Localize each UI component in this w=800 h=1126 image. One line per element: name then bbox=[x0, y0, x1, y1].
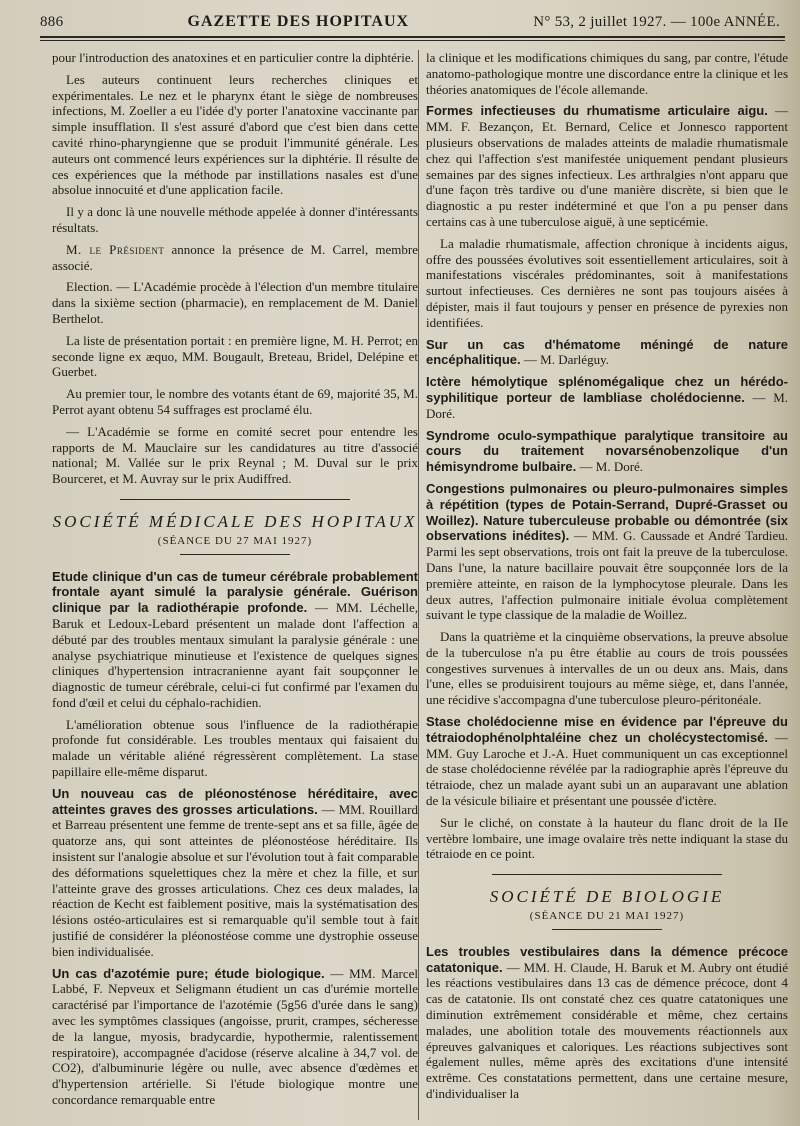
left-column bbox=[52, 50, 418, 1120]
article-heading: Un nouveau cas de pléonosténose héréditaire, avec atteintes graves des grosses articulations. bbox=[52, 785, 418, 817]
article bbox=[426, 337, 788, 369]
section-title: SOCIÉTÉ DE BIOLOGIE bbox=[489, 887, 725, 907]
paragraph: La maladie rhumatismale, affection chronique à incidents aigus, offre des poussées évolutives soit essentiellement articulaires, soit à manifestations viscérales prédominantes, soit à manifestations surtout infectieuses. Ces dernières ne sont pas toujours aisées à dépister, mais il faut toujours y penser en présence de pyrexies non identifiées. bbox=[426, 235, 788, 330]
section-title: SOCIÉTÉ MÉDICALE DES HOPITAUX bbox=[52, 511, 418, 531]
article-authors: — MM. G. Caussade et André Tardieu. bbox=[569, 528, 788, 544]
paragraph: Il y a donc là une nouvelle méthode appelée à donner d'intéressants résultats. bbox=[52, 204, 418, 235]
article-heading: Congestions pulmonaires ou pleuro-pulmonaires simples à répétition (types de Potain-Serrand, Dupré-Grasset ou Woillez). Nature tuberculeuse probable ou démontrée (six observations inédites). bbox=[426, 480, 788, 544]
page-header bbox=[40, 10, 780, 34]
president-name: M. le Président bbox=[66, 241, 165, 257]
article bbox=[426, 714, 788, 809]
article-text: communiquent un cas exceptionnel de stase cholédocienne révélée par la radiographie après l'épreuve du tétraiode, chez un malade ayant subi un an auparavant une ablation de la vésicule biliaire et présentant une poussée d'ictère. bbox=[426, 745, 788, 809]
paragraph bbox=[52, 242, 418, 274]
article-heading: Un cas d'azotémie pure; étude biologique. bbox=[52, 965, 325, 981]
header-rule-thin bbox=[40, 40, 785, 41]
article-text: présentent un malade dont l'affection a débuté par des troubles mentaux simulant la paralysie générale : une analyse psychiatrique minutieuse et l'existence de quelques signes cliniques d'hypertension intracranienne ayant fait soupçonner le diagnostic de tumeur cérébrale, celui-ci fut confirmé par l'examen du fond d'œil et celui du céphalo-rachidien. bbox=[52, 615, 418, 710]
paragraph: Au premier tour, le nombre des votants étant de 69, majorité 35, M. Perrot ayant obtenu 54 suffrages est proclamé élu. bbox=[52, 386, 418, 417]
article-heading: Syndrome oculo-sympathique paralytique transitoire au cours du traitement novarsénobenzolique d'un hémisyndrome bulbaire. bbox=[426, 427, 788, 475]
article bbox=[426, 481, 788, 623]
article-authors: — MM. F. Bezançon, Et. Bernard, Celice et Jonnesco bbox=[426, 103, 788, 135]
page-number: 886 bbox=[40, 13, 64, 30]
paragraph: — L'Académie se forme en comité secret pour entendre les rapports de M. Mauclaire sur les candidatures au titre d'associé national; M. Vallée sur le prix Reynal ; M. Duval sur le prix Bourceret, et M. Auvray sur le prix Audiffred. bbox=[52, 423, 418, 487]
paragraph: Dans la quatrième et la cinquième observations, la preuve absolue de la tuberculose n'a pu être établie au cours de trois poussées congestives survenues à intervalles de un ou deux ans. Mais, dans l'une, elles se produisirent toujours au même siège, et, dans l'année, une récidive s'accompagna d'une tuberculose pleuro-péritonéale. bbox=[426, 629, 788, 708]
paragraph: Les auteurs continuent leurs recherches cliniques et expérimentales. Le nez et le pharynx étant le siège de nombreuses infections, M. Zoeller a eu l'idée d'y porter l'anatoxine vaccinante par simple insufflation. Il s'est assuré d'abord que c'est bien dans cette cavité rhino-pharyngienne que se produit l'immunité générale. Les auteurs ont commencé leurs expériences sur la diphtérie. Il résulte de ces expériences que la méthode par instillations nasales est d'une absolue innocuité et d'une application facile. bbox=[52, 71, 418, 198]
article-heading: Ictère hémolytique splénomégalique chez un hérédo-syphilitique porteur de lambliase cholédocienne. bbox=[426, 374, 788, 405]
president-text: annonce la présence de M. Carrel, membre associé. bbox=[52, 241, 418, 273]
header-rule bbox=[40, 36, 785, 38]
article bbox=[52, 786, 418, 960]
column-divider bbox=[418, 50, 419, 1120]
paragraph: pour l'introduction des anatoxines et en particulier contre la diphtérie. bbox=[52, 50, 414, 65]
article-heading: Formes infectieuses du rhumatisme articulaire aigu. bbox=[426, 103, 768, 119]
paragraph: L'amélioration obtenue sous l'influence de la radiothérapie profonde fut considérable. Les troubles mentaux qui faisaient du malade un véritable aliéné régressèrent complètement. La stase papillaire elle-même disparut. bbox=[52, 716, 418, 780]
article-heading: Sur un cas d'hématome méningé de nature encéphalitique. bbox=[426, 336, 788, 368]
paragraph: La liste de présentation portait : en première ligne, M. H. Perrot; en seconde ligne ex æquo, MM. Bougault, Breteau, Bridel, Delépine et Guerbet. bbox=[52, 332, 418, 380]
article-authors: — MM. Marcel Labbé, F. Nepveux et Seligmann bbox=[52, 965, 418, 997]
article bbox=[426, 428, 788, 475]
issue-info: N° 53, 2 juillet 1927. — 100e ANNÉE. bbox=[533, 13, 780, 30]
article-authors: — MM. Guy Laroche et J.-A. Huet bbox=[426, 729, 788, 761]
article-authors: — MM. Léchelle, Baruk et Ledoux-Lebard bbox=[52, 600, 418, 631]
article-text: étudient un cas d'urémie mortelle caractérisé par l'importance de l'azotémie (5g56 d'urée dans le sang) avec les symptômes classiques (angoisse, prurit, crampes, sécheresse de la langue, myosis, bradycardie, hypothermie, ralentissement respiratoire), accompagnée d'acidose (réserve alcaline à 34,7 vol. de CO2), d'albuminurie légère ou nulle, avec absence d'œdèmes et d'hypertension artérielle. Si l'étude biologique montre une concordance remarquable entre bbox=[52, 981, 418, 1108]
paragraph: Sur le cliché, on constate à la hauteur du flanc droit de la IIe vertèbre lombaire, une image ovalaire très nette indiquant la stase du tétraiode en ce point. bbox=[426, 814, 788, 862]
article-authors: — M. Doré. bbox=[426, 389, 788, 421]
right-column bbox=[426, 50, 788, 1120]
article bbox=[52, 966, 418, 1108]
article-authors: — M. Doré. bbox=[576, 459, 644, 475]
article-text: ont étudié les réactions vestibulaires dans 13 cas de démence précoce, dont 4 cas de catatonie. Ils ont constaté chez ces quatre catatoniques une diminution extrêmement considérable et même, chez certains malades, une abolition totale des mouvements réactionnels aux épreuves galvaniques et caloriques. Les réactions subjectives sont également nulles, même après des excitations d'une intensité extrême. Ces constatations permettent, dans une certaine mesure, d'individualiser la bbox=[426, 959, 788, 1102]
section-date: (SÉANCE DU 27 MAI 1927) bbox=[157, 534, 313, 547]
section-divider bbox=[492, 874, 722, 875]
article-authors: — MM. Rouillard et Barreau bbox=[52, 801, 418, 833]
article-text: Parmi les sept observations, trois ont fait la preuve de la tuberculose. Dans l'une, la nature bacillaire pouvait être soupçonnée lors de la première atteinte, en raison de la lymphocytose pleurale. Dans les deux autres, l'affection pulmonaire initiale évolua complètement suivant le type classique de la maladie de Woillez. bbox=[426, 544, 788, 623]
article bbox=[426, 944, 788, 1102]
paragraph: Election. — L'Académie procède à l'élection d'un membre titulaire dans la sixième section (pharmacie), en remplacement de M. Daniel Berthelot. bbox=[52, 279, 418, 326]
article bbox=[52, 569, 418, 711]
article-text: présentent une femme de trente-sept ans et sa fille, âgée de quatorze ans, qui sont atteintes de pléonostéose héréditaire. Ils insistent sur l'analogie absolue et sur l'évolution tout à fait comparable des déformations squelettiques chez la mère et chez la fille, et sur l'atteinte grave des grosses articulations. Chez ces deux malades, la réaction de Kecht est faiblement positive, mais la systématisation des lésions ostéo-articulaires est si remarquable qu'il semble tout à fait justifié de considérer la pléonostéose comme une dystrophie osseuse bien individualisée. bbox=[52, 817, 418, 959]
article bbox=[426, 103, 788, 229]
article-text: rapportent plusieurs observations de malades atteints de maladie rhumatismale chez qui l'affection s'est manifestée uniquement pendant plusieurs semaines par des signes infectieux. Les arthralgies n'ont apparu que d'une façon très tardive ou d'une manière discrète, si bien que le diagnostic a pu rester indéterminé et que l'on a pu penser dans certains cas à une tuberculose aiguë, à une septicémie. bbox=[426, 119, 788, 229]
section-rule bbox=[552, 929, 662, 930]
article-heading: Etude clinique d'un cas de tumeur cérébrale probablement frontale ayant simulé la paralysie générale. Guérison clinique par la radiothérapie profonde. bbox=[52, 568, 418, 616]
journal-title: GAZETTE DES HOPITAUX bbox=[187, 13, 410, 30]
section-date: (SÉANCE DU 21 MAI 1927) bbox=[529, 910, 685, 923]
article-heading: Stase cholédocienne mise en évidence par l'épreuve du tétraiodophénolphtaléine chez un cholécystectomisé. bbox=[426, 714, 788, 745]
article-authors: — M. Darléguy. bbox=[520, 352, 609, 368]
article bbox=[426, 374, 788, 421]
article-authors: — MM. H. Claude, H. Baruk et M. Aubry bbox=[502, 959, 732, 975]
section-divider bbox=[120, 499, 350, 500]
section-rule bbox=[180, 554, 290, 555]
article-heading: Les troubles vestibulaires dans la démence précoce catatonique. bbox=[426, 943, 788, 975]
paragraph: la clinique et les modifications chimiques du sang, par contre, l'étude anatomo-pathologique montre une discordance entre la clinique et les théories anatomiques de l'école allemande. bbox=[426, 50, 788, 97]
